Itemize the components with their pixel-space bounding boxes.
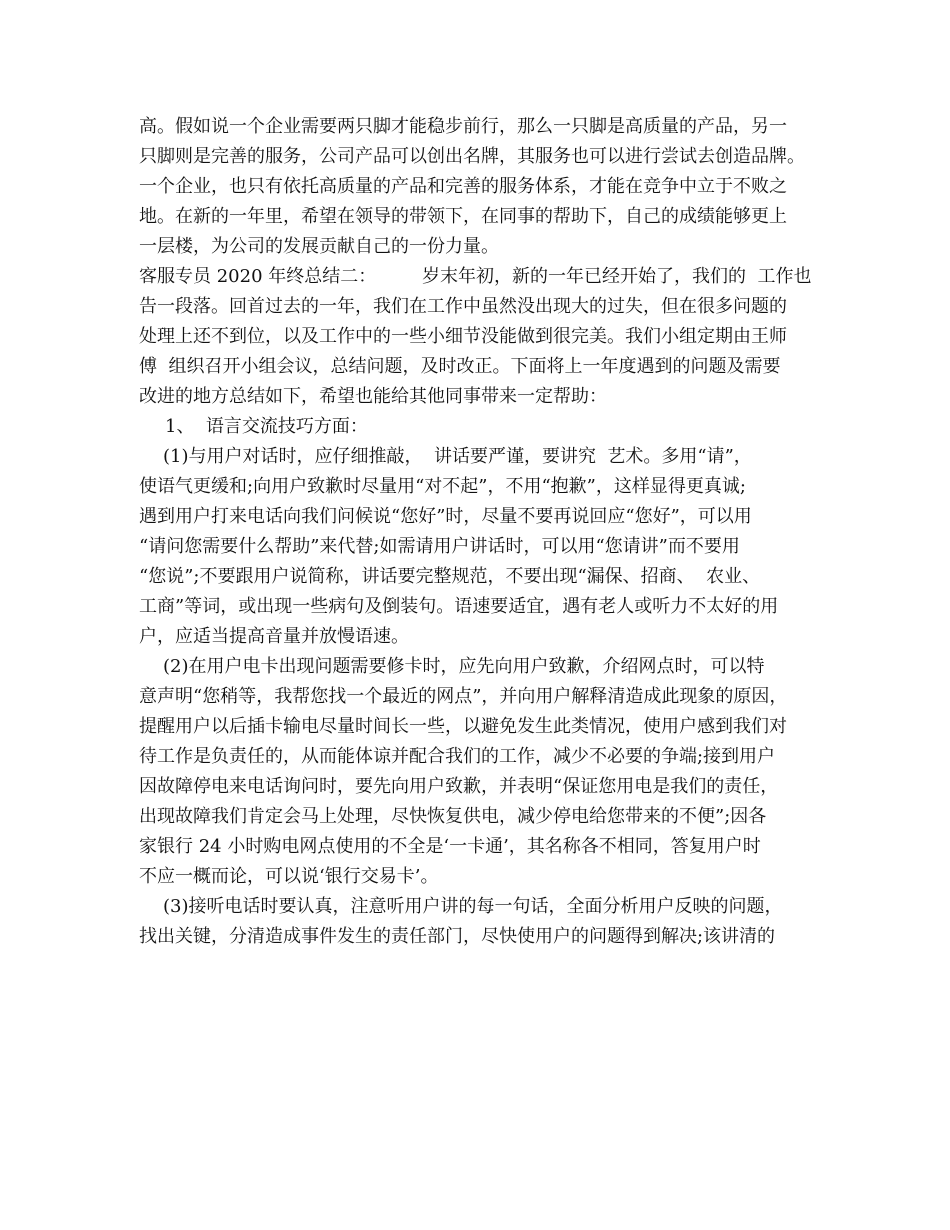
text-line: 告一段落。回首过去的一年，我们在工作中虽然没出现大的过失，但在很多问题的 <box>139 296 787 317</box>
text-line: 遇到用户打来电话向我们问候说“您好”时，尽量不要再说回应“您好”，可以用 <box>139 506 752 527</box>
text-line: 家银行 24 小时购电网点使用的不全是‘一卡通’，其名称各不相同，答复用户时 <box>139 836 761 857</box>
text-line: 改进的地方总结如下，希望也能给其他同事带来一定帮助： <box>139 386 607 407</box>
text-line: 傅 组织召开小组会议，总结问题，及时改正。下面将上一年度遇到的问题及需要 <box>139 356 781 377</box>
text-line: 因故障停电来电话询问时，要先向用户致歉，并表明“保证您用电是我们的责任， <box>139 776 779 797</box>
text-line: 待工作是负责任的，从而能体谅并配合我们的工作，减少不必要的争端;接到用户 <box>139 746 776 767</box>
text-line: 高。假如说一个企业需要两只脚才能稳步前行，那么一只脚是高质量的产品，另一 <box>139 116 787 137</box>
text-line: “请问您需要什么帮助”来代替;如需请用户讲话时，可以用“您请讲”而不要用 <box>139 536 740 557</box>
text-line: 出现故障我们肯定会马上处理，尽快恢复供电，减少停电给您带来的不便”;因各 <box>139 806 767 827</box>
section-heading-line: 客服专员 2020 年终总结二： 岁末年初，新的一年已经开始了，我们的 工作也 <box>139 266 812 287</box>
text-line: 不应一概而论，可以说‘银行交易卡’。 <box>139 866 439 887</box>
paragraph-start-line: (2)在用户电卡出现问题需要修卡时，应先向用户致歉，介绍网点时，可以特 <box>163 656 765 677</box>
text-line: “您说”;不要跟用户说简称，讲话要完整规范，不要出现“漏保、招商、 农业、 <box>139 566 761 587</box>
list-item-heading: 1、 语言交流技巧方面： <box>165 416 368 437</box>
text-line: 意声明“您稍等，我帮您找一个最近的网点”，并向用户解释清造成此现象的原因， <box>139 686 788 707</box>
text-line: 一个企业，也只有依托高质量的产品和完善的服务体系，才能在竞争中立于不败之 <box>139 176 787 197</box>
text-line: 地。在新的一年里，希望在领导的带领下，在同事的帮助下，自己的成绩能够更上 <box>139 206 787 227</box>
document-body <box>139 112 819 952</box>
paragraph-start-line: (3)接听电话时要认真，注意听用户讲的每一句话，全面分析用户反映的问题， <box>163 896 783 917</box>
text-line: 户，应适当提高音量并放慢语速。 <box>139 626 409 647</box>
text-line: 处理上还不到位，以及工作中的一些小细节没能做到很完美。我们小组定期由王师 <box>139 326 787 347</box>
text-line: 找出关键，分清造成事件发生的责任部门，尽快使用户的问题得到解决;该讲清的 <box>139 926 776 947</box>
text-line: 工商”等词，或出现一些病句及倒装句。语速要适宜，遇有老人或听力不太好的用 <box>139 596 779 617</box>
text-line: 使语气更缓和;向用户致歉时尽量用“对不起”，不用“抱歉”，这样显得更真诚; <box>139 476 746 497</box>
text-line: 提醒用户以后插卡输电尽量时间长一些，以避免发生此类情况，使用户感到我们对 <box>139 716 787 737</box>
paragraph-start-line: (1)与用户对话时，应仔细推敲， 讲话要严谨，要讲究 艺术。多用“请”， <box>163 446 752 467</box>
text-line: 一层楼，为公司的发展贡献自己的一份力量。 <box>139 236 499 257</box>
text-line: 只脚则是完善的服务，公司产品可以创出名牌，其服务也可以进行尝试去创造品牌。 <box>139 146 805 167</box>
